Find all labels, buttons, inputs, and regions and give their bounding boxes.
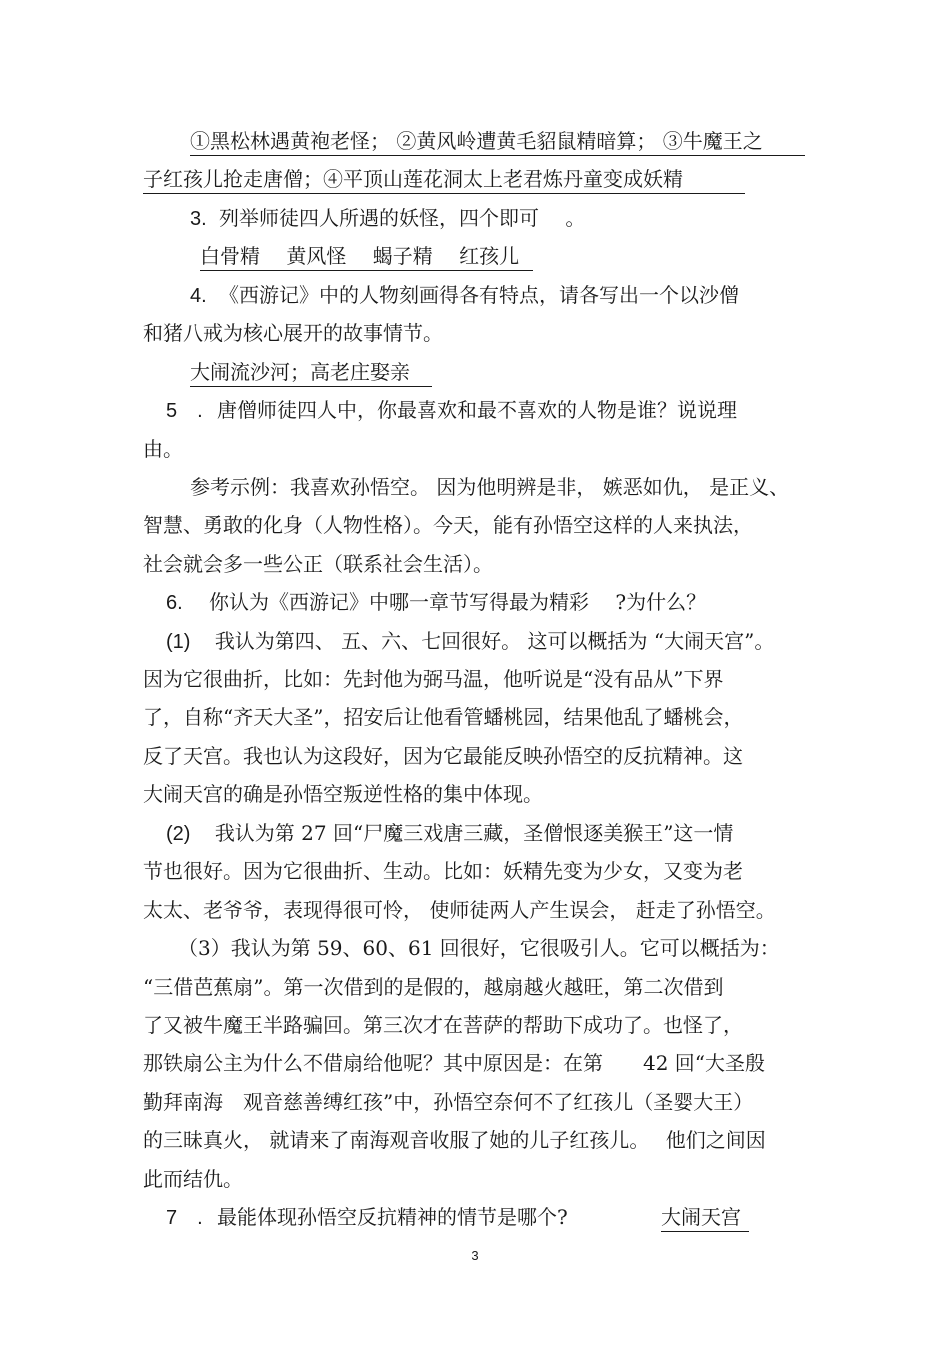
- answer-6-1-line-5: 大闹天宫的确是孙悟空叛逆性格的集中体现。: [143, 782, 543, 806]
- answer-6-2-line-2: 节也很好。因为它很曲折、生动。比如：妖精先变为少女，又变为老: [143, 859, 743, 883]
- answer-line-2: 子红孩儿抢走唐僧；④平顶山莲花洞太上老君炼丹童变成妖精: [143, 166, 745, 194]
- answer-6-1-line-2: 因为它很曲折，比如：先封他为弼马温，他听说是“没有品从”下界: [143, 667, 724, 691]
- question-6: 6. 你认为《西游记》中哪一章节写得最为精彩 ?为什么？: [166, 590, 707, 614]
- answer-6-3-line-5: 勤拜南海 观音慈善缚红孩”中，孙悟空奈何不了红孩儿（圣婴大王）: [143, 1090, 754, 1114]
- answer-6-3-line-6: 的三昧真火， 就请来了南海观音收服了她的儿子红孩儿。 他们之间因: [143, 1128, 766, 1152]
- answer-6-3-line-3: 了又被牛魔王半路骗回。第三次才在菩萨的帮助下成功了。也怪了，: [143, 1013, 743, 1037]
- answer-5-line-1: 参考示例：我喜欢孙悟空。 因为他明辨是非， 嫉恶如仇， 是正义、: [190, 475, 790, 499]
- answer-6-3-line-2: “三借芭蕉扇”。第一次借到的是假的，越扇越火越旺，第二次借到: [143, 975, 724, 999]
- answer-6-1-line-3: 了，自称“齐天大圣”，招安后让他看管蟠桃园，结果他乱了蟠桃会，: [143, 705, 744, 729]
- answer-6-1-line-4: 反了天宫。我也认为这段好，因为它最能反映孙悟空的反抗精神。这: [143, 744, 743, 768]
- answer-6-1-line-1: (1) 我认为第四、 五、六、七回很好。 这可以概括为 “大闹天宫”。: [166, 629, 775, 653]
- question-4-cont: 和猪八戒为核心展开的故事情节。: [143, 321, 443, 345]
- question-4: 4. 《西游记》中的人物刻画得各有特点，请各写出一个以沙僧: [190, 283, 740, 307]
- answer-7: 大闹天宫: [661, 1204, 749, 1232]
- answer-6-3-line-1: （3）我认为第 59、60、61 回很好，它很吸引人。它可以概括为：: [178, 936, 780, 960]
- answer-3: 白骨精 黄风怪 蝎子精 红孩儿: [200, 243, 533, 271]
- answer-6-2-line-3: 太太、老爷爷，表现得很可怜， 使师徒两人产生误会， 赶走了孙悟空。: [143, 898, 776, 922]
- answer-line-1: ①黑松林遇黄袍老怪； ②黄风岭遭黄毛貂鼠精暗算； ③牛魔王之: [190, 128, 805, 156]
- answer-6-3-line-4: 那铁扇公主为什么不借扇给他呢？其中原因是：在第 42 回“大圣殷: [143, 1051, 766, 1075]
- answer-5-line-2: 智慧、勇敢的化身（人物性格）。今天，能有孙悟空这样的人来执法，: [143, 513, 753, 537]
- question-5-cont: 由。: [143, 437, 183, 461]
- question-5: 5 . 唐僧师徒四人中，你最喜欢和最不喜欢的人物是谁？说说理: [166, 398, 738, 422]
- answer-4: 大闹流沙河；高老庄娶亲: [190, 359, 432, 387]
- question-7: 7 . 最能体现孙悟空反抗精神的情节是哪个?: [166, 1205, 568, 1229]
- answer-6-3-line-7: 此而结仇。: [143, 1167, 243, 1191]
- answer-6-2-line-1: (2) 我认为第 27 回“尸魔三戏唐三藏，圣僧恨逐美猴王”这一情: [166, 821, 734, 845]
- answer-5-line-3: 社会就会多一些公正（联系社会生活）。: [143, 552, 493, 576]
- question-3: 3. 列举师徒四人所遇的妖怪，四个即可 。: [190, 206, 586, 230]
- page-number: 3: [471, 1248, 479, 1263]
